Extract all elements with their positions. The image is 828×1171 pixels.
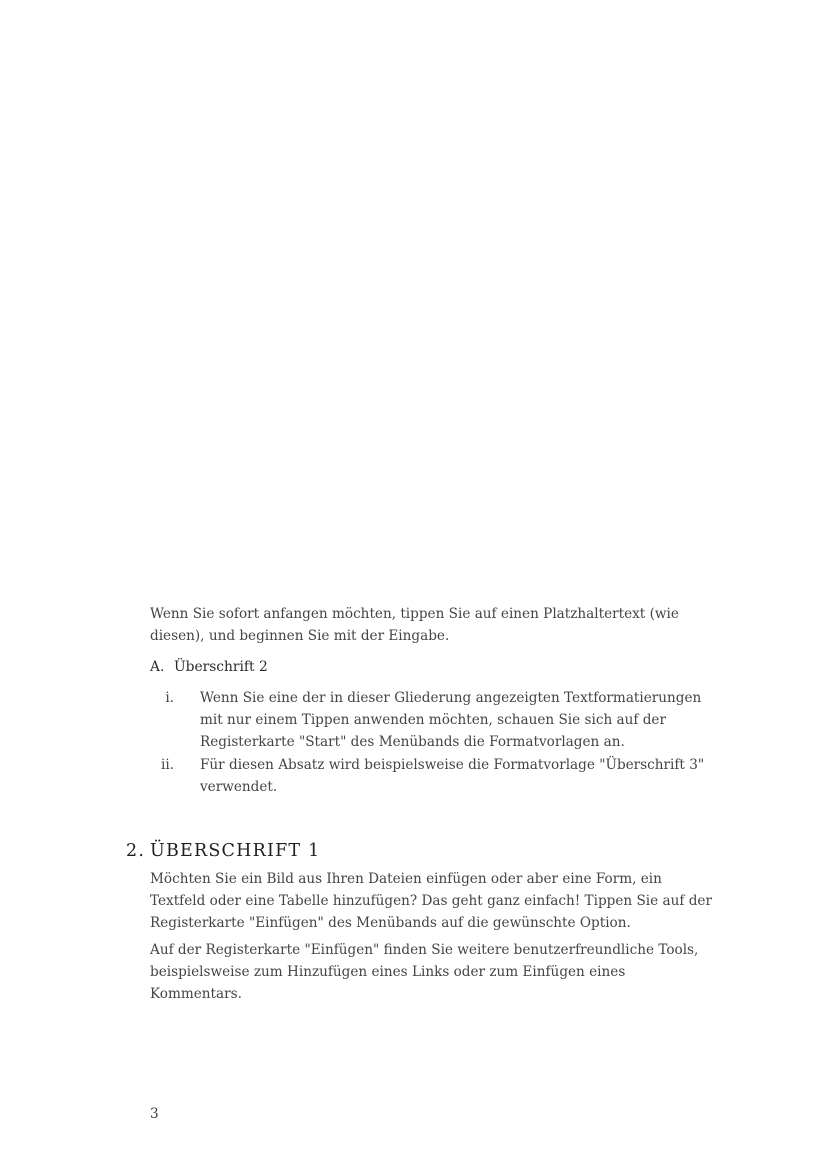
list-item-marker: i. xyxy=(165,690,174,706)
heading-2-marker: A. xyxy=(150,659,165,675)
list-item-text: Wenn Sie eine der in dieser Gliederung angezeigten Textformatierungen mit nur einem Tippen anwenden möchten, schauen Sie sich auf der Registerkarte "Start" des Menübands die Formatvorlagen an. xyxy=(200,690,702,750)
section-paragraph: Auf der Registerkarte "Einfügen" finden Sie weitere benutzerfreundliche Tools, beispielsweise zum Hinzufügen eines Links oder zum Einfügen eines Kommentars. xyxy=(150,942,699,1002)
heading-1 xyxy=(126,838,320,864)
heading-1-text: ÜBERSCHRIFT 1 xyxy=(150,841,321,861)
intro-paragraph: Wenn Sie sofort anfangen möchten, tippen Sie auf einen Platzhaltertext (wie diesen), und beginnen Sie mit der Eingabe. xyxy=(150,606,679,644)
heading-2 xyxy=(150,656,268,678)
heading-1-marker: 2. xyxy=(126,841,146,861)
list-item-marker: ii. xyxy=(160,757,174,773)
page-number: 3 xyxy=(150,1106,159,1122)
section-paragraph: Möchten Sie ein Bild aus Ihren Dateien einfügen oder aber eine Form, ein Textfeld oder eine Tabelle hinzufügen? Das geht ganz einfach! Tippen Sie auf der Registerkarte "Einfügen" des Menübands auf die gewünschte Option. xyxy=(150,871,712,931)
list-item-text: Für diesen Absatz wird beispielsweise die Formatvorlage "Überschrift 3" verwendet. xyxy=(200,757,705,795)
heading-2-text: Überschrift 2 xyxy=(174,659,268,675)
